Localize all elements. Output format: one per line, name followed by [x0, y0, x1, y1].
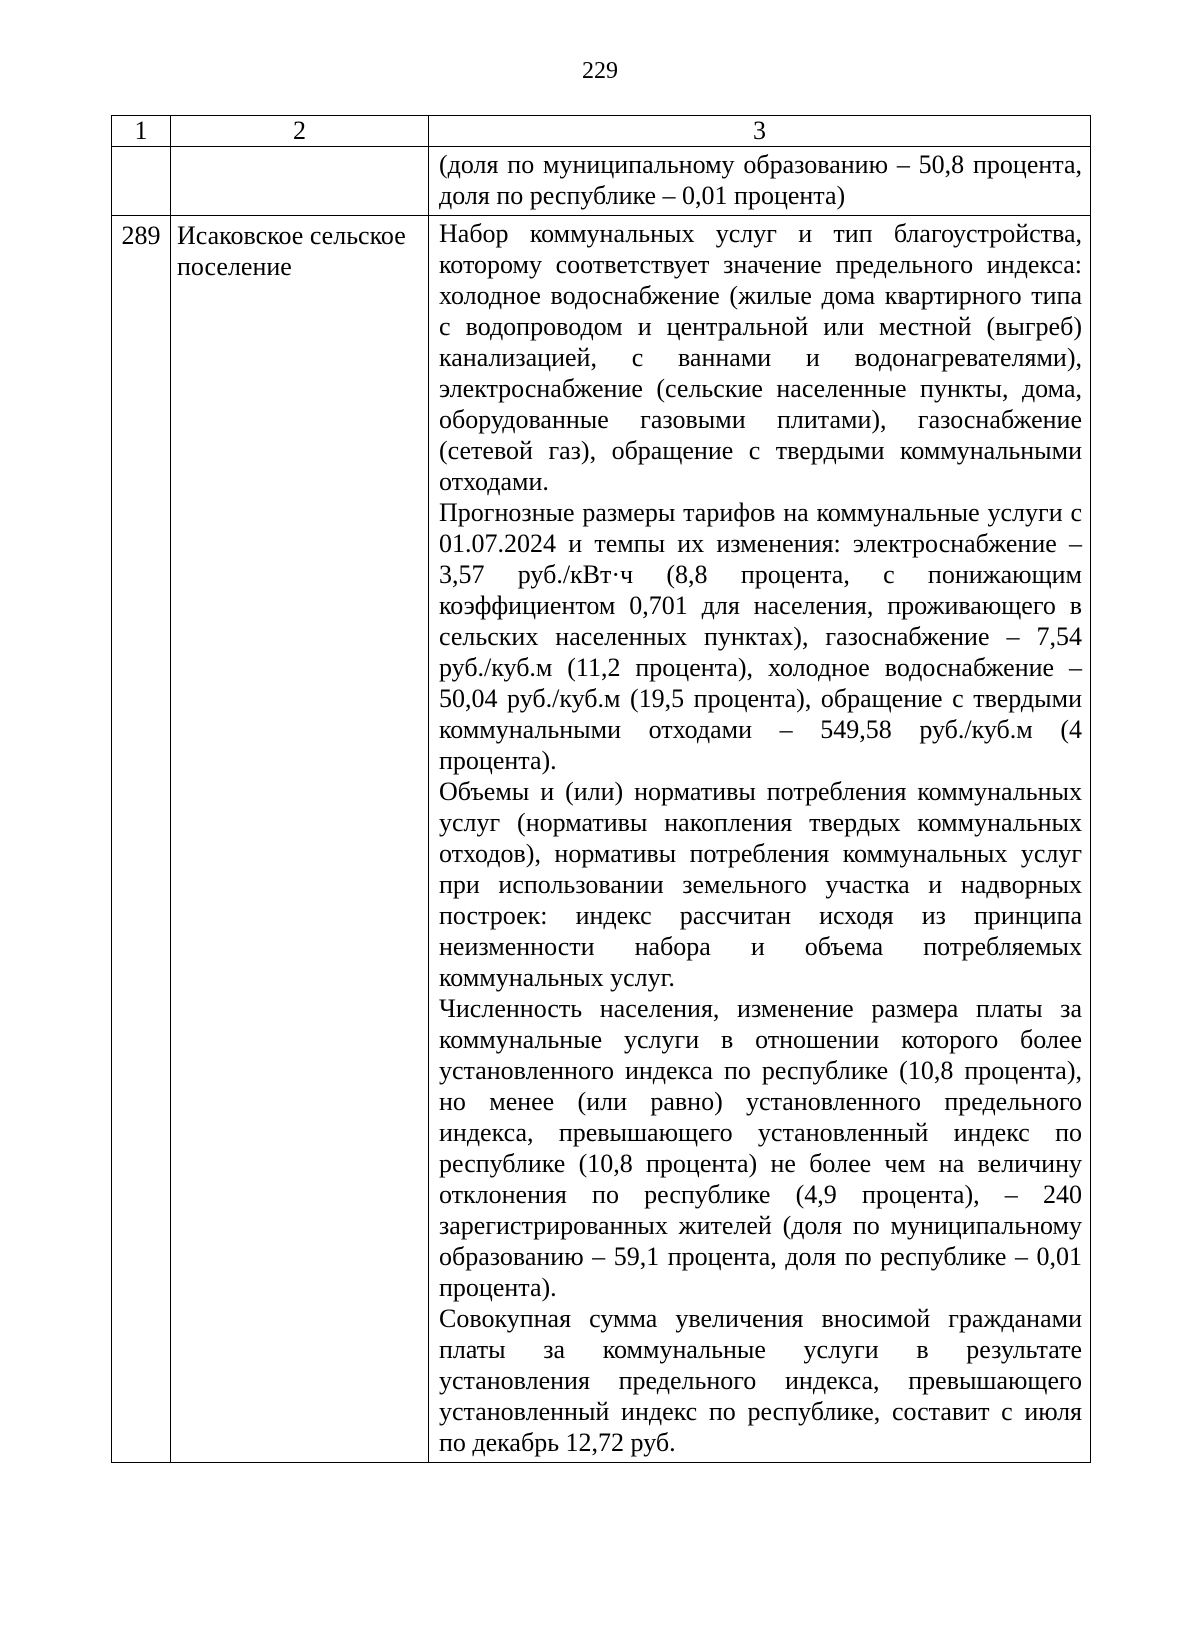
column-header-1: 1 [112, 116, 171, 147]
document-table [111, 115, 1091, 1463]
row-number: 289 [112, 216, 171, 1463]
row-content-cell [429, 216, 1091, 1463]
continuation-name-cell [171, 147, 429, 216]
column-header-2: 2 [171, 116, 429, 147]
settlement-name: Исаковское сельское поселение [171, 216, 429, 1463]
paragraph-consumption-norms: Объемы и (или) нормативы потребления коммунальных услуг (нормативы накопления твердых коммунальных отходов), нормативы потребления коммунальных услуг при использовании земельного участка и надворных построек: индекс рассчитан исходя из принципа неизменности набора и объема потребляемых коммунальных услуг. [439, 777, 1082, 992]
paragraph-utility-services: Набор коммунальных услуг и тип благоустройства, которому соответствует значение предельного индекса: холодное водоснабжение (жилые дома квартирного типа с водопроводом и центральной или местной (выгреб) канализацией, с ваннами и водонагревателями), электроснабжение (сельские населенные пункты, дома, оборудованные газовыми плитами), газоснабжение (сетевой газ), обращение с твердыми коммунальными отходами. [439, 219, 1082, 496]
continuation-row [112, 147, 1091, 216]
table-header-row [112, 116, 1091, 147]
continuation-content-cell [429, 147, 1091, 216]
table-row [112, 216, 1091, 1463]
paragraph-population: Численность населения, изменение размера платы за коммунальные услуги в отношении которого более установленного индекса по республике (10,8 процента), но менее (или равно) установленного предельного индекса, превышающего установленный индекс по республике (10,8 процента) не более чем на величину отклонения по республике (4,9 процента), – 240 зарегистрированных жителей (доля по муниципальному образованию – 59,1 процента, доля по республике – 0,01 процента). [439, 994, 1082, 1302]
paragraph-total-increase: Совокупная сумма увеличения вносимой гражданами платы за коммунальные услуги в результате установления предельного индекса, превышающего установленный индекс по республике, составит с июля по декабрь 12,72 руб. [439, 1304, 1082, 1457]
page-number: 229 [582, 58, 618, 84]
continuation-text: (доля по муниципальному образованию – 50,8 процента, доля по республике – 0,01 процента) [439, 150, 1082, 210]
paragraph-tariffs: Прогнозные размеры тарифов на коммунальные услуги с 01.07.2024 и темпы их изменения: электроснабжение – 3,57 руб./кВт·ч (8,8 процента, с понижающим коэффициентом 0,701 для населения, проживающего в сельских населенных пунктах), газоснабжение – 7,54 руб./куб.м (11,2 процента), холодное водоснабжение – 50,04 руб./куб.м (19,5 процента), обращение с твердыми коммунальными отходами – 549,58 руб./куб.м (4 процента). [439, 498, 1082, 775]
column-header-3: 3 [429, 116, 1091, 147]
continuation-number-cell [112, 147, 171, 216]
